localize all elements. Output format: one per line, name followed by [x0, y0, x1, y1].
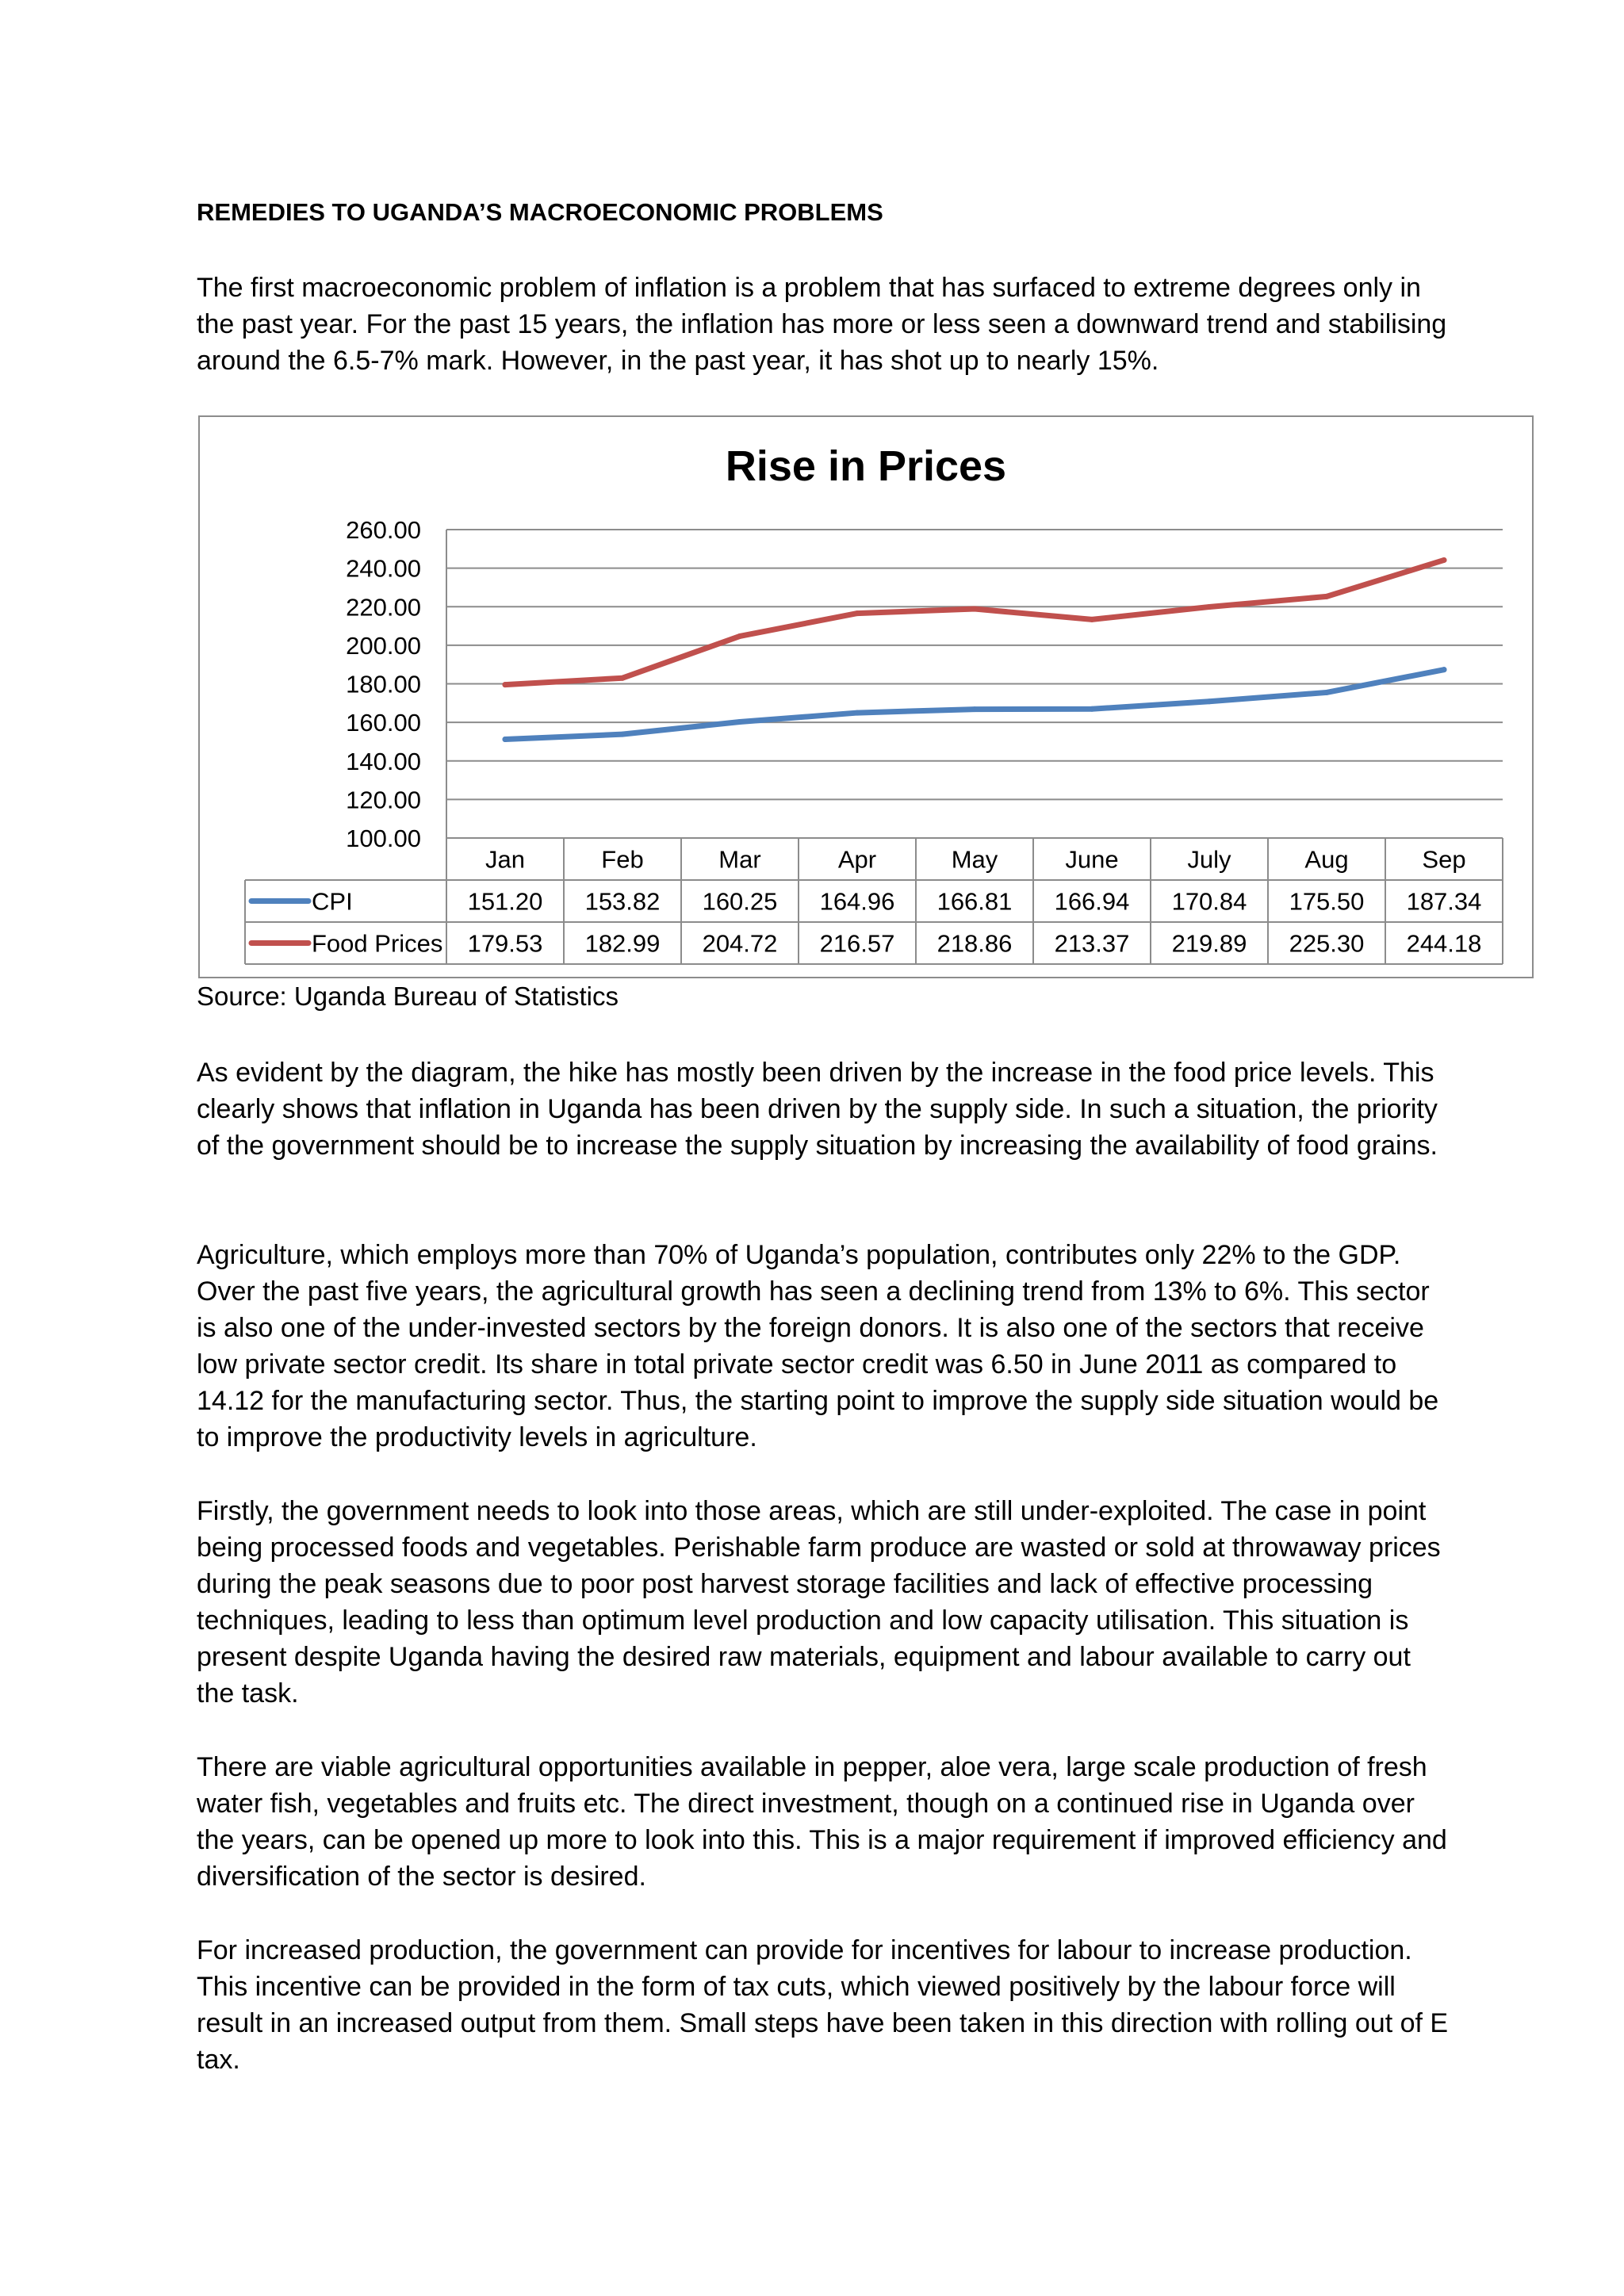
paragraph-incentives: For increased production, the government can provide for incentives for labour to increase production. This incentive can be provided in the form of tax cuts, which viewed positively by the labour force will result in an increased output from them. Small steps have been taken in this direction with rolling out of E tax. [197, 1935, 1449, 2075]
data-table-value: 225.30 [1289, 929, 1365, 958]
data-point [1324, 690, 1330, 695]
data-point [855, 610, 860, 616]
data-table-value: 182.99 [584, 929, 661, 958]
legend-label: CPI [312, 887, 353, 916]
data-table-value: 204.72 [702, 929, 778, 958]
data-table-value: 213.37 [1054, 929, 1130, 958]
data-table-value: 175.50 [1289, 887, 1365, 916]
x-category-label: Sep [1422, 845, 1466, 874]
x-category-label: Aug [1304, 845, 1349, 874]
y-tick-label: 100.00 [346, 825, 421, 852]
data-table-value: 166.81 [936, 887, 1013, 916]
data-table-value: 187.34 [1406, 887, 1482, 916]
data-table-value: 244.18 [1406, 929, 1482, 958]
data-table-value: 166.94 [1054, 887, 1130, 916]
data-table-value: 219.89 [1171, 929, 1247, 958]
paragraph-food-prices: As evident by the diagram, the hike has mostly been driven by the increase in the food price levels. This clearly shows that inflation in Uganda has been driven by the supply side. In such a situation, the priority of the government should be to increase the supply situation by increasing the availability of food grains. [197, 1058, 1438, 1161]
data-point [503, 737, 508, 742]
y-tick-label: 160.00 [346, 709, 421, 737]
series-line-cpi [505, 670, 1444, 740]
data-table-value: 160.25 [702, 887, 778, 916]
data-table-value: 151.20 [467, 887, 543, 916]
x-category-label: July [1187, 845, 1231, 874]
rise-in-prices-chart [198, 415, 1534, 978]
chart-source: Source: Uganda Bureau of Statistics [197, 982, 619, 1011]
data-table-value: 164.96 [819, 887, 895, 916]
legend-label: Food Prices [312, 929, 443, 958]
x-category-label: June [1065, 845, 1119, 874]
y-tick-label: 140.00 [346, 747, 421, 775]
y-tick-label: 120.00 [346, 786, 421, 814]
data-point [1442, 667, 1447, 672]
document-heading: REMEDIES TO UGANDA’S MACROECONOMIC PROBLEMS [197, 198, 883, 226]
y-tick-label: 240.00 [346, 554, 421, 583]
data-point [1207, 604, 1212, 610]
data-table-value: 153.82 [584, 887, 661, 916]
data-point [972, 607, 978, 612]
paragraph-inflation-intro: The first macroeconomic problem of inflation is a problem that has surfaced to extreme degrees only in the past year. For the past 15 years, the inflation has more or less seen a downward trend and stabilising around the 6.5-7% mark. However, in the past year, it has shot up to nearly 15%. [197, 273, 1447, 376]
paragraph-under-exploited-areas: Firstly, the government needs to look into those areas, which are still under-exploited. The case in point being processed foods and vegetables. Perishable farm produce are wasted or sold at throwaway prices during the peak seasons due to poor post harvest storage facilities and lack of effective processing techniques, leading to less than optimum level production and low capacity utilisation. This situation is present despite Uganda having the desired raw materials, equipment and labour available to carry out the task. [197, 1496, 1441, 1709]
x-category-label: Feb [601, 845, 644, 874]
x-category-label: May [951, 845, 998, 874]
data-point [1090, 617, 1095, 622]
data-point [1207, 698, 1212, 704]
data-table-value: 218.86 [936, 929, 1013, 958]
data-point [503, 682, 508, 687]
y-tick-label: 200.00 [346, 631, 421, 660]
series-line-food-prices [505, 560, 1444, 684]
x-category-label: Apr [837, 845, 877, 874]
paragraph-agriculture: Agriculture, which employs more than 70% of Uganda’s population, contributes only 22% to the GDP. Over the past five years, the agricultural growth has seen a declining trend from 13% to 6%. This sector is also one of the under-invested sectors by the foreign donors. It is also one of the sectors that receive low private sector credit. Its share in total private sector credit was 6.50 in June 2011 as compared to 14.12 for the manufacturing sector. Thus, the starting point to improve the supply side situation would be to improve the productivity levels in agriculture. [197, 1240, 1439, 1452]
data-point [1090, 706, 1095, 712]
data-table-value: 216.57 [819, 929, 895, 958]
y-tick-label: 260.00 [346, 516, 421, 544]
x-category-label: Mar [718, 845, 761, 874]
y-tick-label: 180.00 [346, 670, 421, 698]
paragraph-opportunities: There are viable agricultural opportunities available in pepper, aloe vera, large scale production of fresh water fish, vegetables and fruits etc. The direct investment, though on a continued rise in Uganda over the years, can be opened up more to look into this. This is a major requirement if improved efficiency and diversification of the sector is desired. [197, 1752, 1447, 1892]
data-point [737, 633, 743, 639]
x-category-label: Jan [485, 845, 525, 874]
data-point [620, 732, 626, 737]
y-tick-label: 220.00 [346, 593, 421, 622]
chart-title: Rise in Prices [725, 442, 1007, 490]
data-point [972, 706, 978, 712]
data-point [620, 675, 626, 681]
data-point [737, 719, 743, 725]
data-point [1324, 594, 1330, 599]
data-point [1442, 557, 1447, 563]
data-table-value: 179.53 [467, 929, 543, 958]
data-point [855, 710, 860, 716]
data-table-value: 170.84 [1171, 887, 1247, 916]
